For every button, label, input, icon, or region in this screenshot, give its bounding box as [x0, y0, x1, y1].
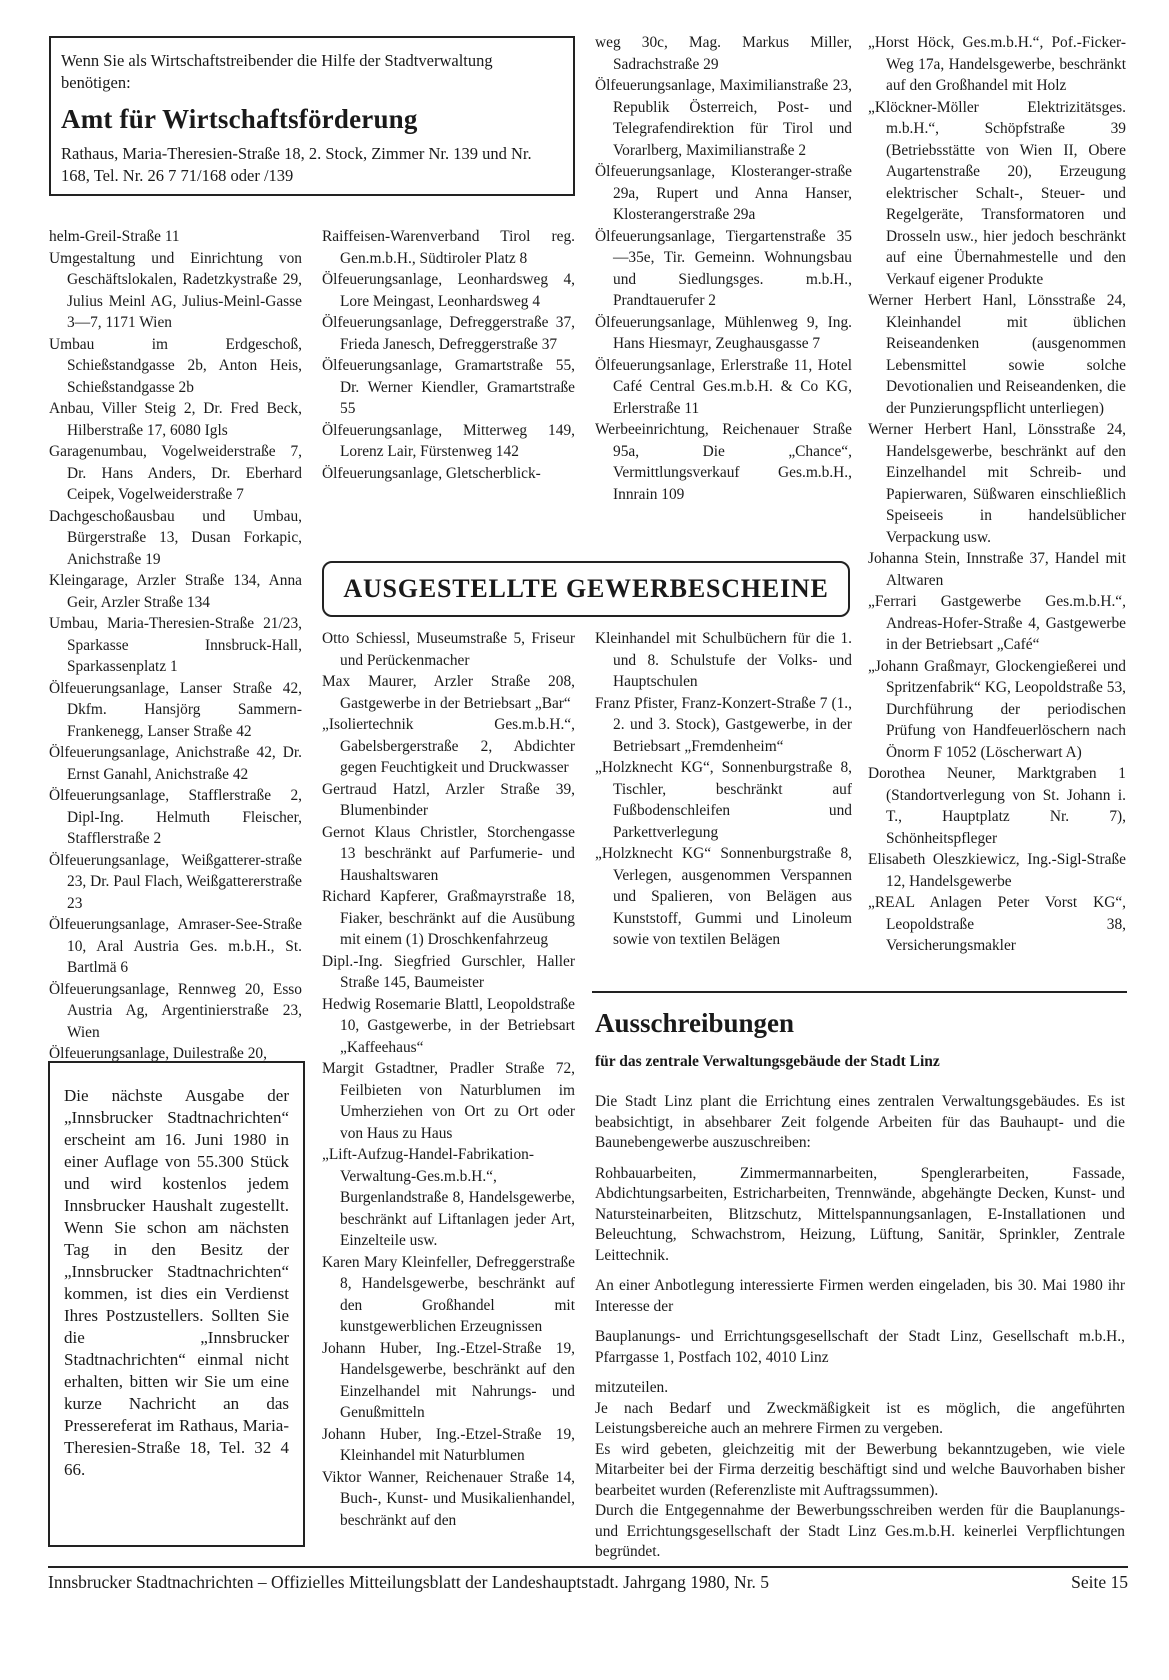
- list-item: Umbau, Maria-Theresien-Straße 21/23, Sparkasse Innsbruck-Hall, Sparkassenplatz 1: [49, 615, 302, 675]
- aus-paragraph: Die Stadt Linz plant die Errichtung eines zentralen Verwaltungsgebäudes. Es ist beabsichtigt, in absehbarer Zeit folgende Arbeiten für das Bauhaupt- und die Baunebengewerbe auszuschreiben:: [595, 1093, 1125, 1151]
- aus-paragraph: Bauplanungs- und Errichtungsgesellschaft der Stadt Linz, Gesellschaft m.b.H., Pfarrgasse 1, Postfach 102, 4010 Linz: [595, 1328, 1125, 1366]
- amt-lead: Wenn Sie als Wirtschaftstreibender die Hilfe der Stadtverwaltung benötigen:: [61, 51, 493, 92]
- ausschreibungen-body: [595, 1092, 1125, 1563]
- amt-address: Rathaus, Maria-Theresien-Straße 18, 2. Stock, Zimmer Nr. 139 und Nr. 168, Tel. Nr. 26 7 71/168 oder /139: [61, 144, 532, 185]
- aus-paragraph: An einer Anbotlegung interessierte Firmen werden eingeladen, bis 30. Mai 1980 ihr Interesse der: [595, 1277, 1125, 1315]
- list-item: Johanna Stein, Innstraße 37, Handel mit Altwaren: [868, 550, 1126, 589]
- list-item: Raiffeisen-Warenverband Tirol reg. Gen.m.b.H., Südtiroler Platz 8: [322, 228, 575, 267]
- aus-paragraph: Je nach Bedarf und Zweckmäßigkeit ist es möglich, die angeführten Leistungsbereiche auch an mehrere Firmen zu vergeben.: [595, 1399, 1125, 1437]
- list-item: Viktor Wanner, Reichenauer Straße 14, Buch-, Kunst- und Musikalienhandel, beschränkt auf den: [322, 1468, 575, 1529]
- list-item: Kleingarage, Arzler Straße 134, Anna Geir, Arzler Straße 134: [49, 572, 302, 611]
- list-item: Kleinhandel mit Schulbüchern für die 1. und 8. Schulstufe der Volks- und Hauptschulen: [595, 630, 852, 690]
- list-item: Ölfeuerungsanlage, Stafflerstraße 2, Dipl-Ing. Helmuth Fleischer, Stafflerstraße 2: [49, 787, 302, 847]
- list-item: „Ferrari Gastgewerbe Ges.m.b.H.“, Andreas-Hofer-Straße 4, Gastgewerbe in der Betriebsart „Café“: [868, 593, 1126, 653]
- list-item: Max Maurer, Arzler Straße 208, Gastgewerbe in der Betriebsart „Bar“: [322, 673, 575, 712]
- list-item: Umgestaltung und Einrichtung von Geschäftslokalen, Radetzkystraße 29, Julius Meinl AG, Julius-Meinl-Gasse 3—7, 1171 Wien: [49, 249, 302, 331]
- list-item: Ölfeuerungsanlage, Rennweg 20, Esso Austria Ag, Argentinierstraße 23, Wien: [49, 980, 302, 1041]
- list-item: „Holzknecht KG“, Sonnenburgstraße 8, Tischler, beschränkt auf Fußbodenschleifen und Parkettverlegung: [595, 759, 852, 841]
- ausschreibungen-title: Ausschreibungen: [595, 1008, 795, 1038]
- list-item: Ölfeuerungsanlage, Mühlenweg 9, Ing. Hans Hiesmayr, Zeughausgasse 7: [595, 313, 852, 352]
- list-item: Ölfeuerungsanlage, Lanser Straße 42, Dkfm. Hansjörg Sammern-Frankenegg, Lanser Straße 42: [49, 679, 302, 740]
- list-item: Johann Huber, Ing.-Etzel-Straße 19, Handelsgewerbe, beschränkt auf den Einzelhandel mit Nahrungs- und Genußmitteln: [322, 1339, 575, 1421]
- list-item: Ölfeuerungsanlage, Duilestraße 20,: [49, 1045, 267, 1062]
- page-footer: [48, 1572, 1128, 1593]
- column-2-bottom-list: [322, 628, 575, 1531]
- amt-info-box: [49, 36, 575, 196]
- gewerbescheine-heading: AUSGESTELLTE GEWERBESCHEINE: [322, 561, 850, 617]
- list-item: „Isoliertechnik Ges.m.b.H.“, Gabelsbergerstraße 2, Abdichter gegen Feuchtigkeit und Druckwasser: [322, 716, 575, 776]
- list-item: Ölfeuerungsanlage, Weißgatterer-straße 23, Dr. Paul Flach, Weißgattererstraße 23: [49, 851, 302, 912]
- aus-paragraph: Rohbauarbeiten, Zimmermannarbeiten, Spenglerarbeiten, Fassade, Abdichtungsarbeiten, Estricharbeiten, Trennwände, abgehängte Decken, Kunst- und Natursteinarbeiten, Blitzschutz, Mittelspannungsanlagen, E-Installationen und Beleuchtung, Schwachstrom, Heizung, Lüftung, Sanitär, Sprinkler, Zentrale Leittechnik.: [595, 1164, 1125, 1264]
- list-item: Werner Herbert Hanl, Lönsstraße 24, Handelsgewerbe, beschränkt auf den Einzelhandel mit Schreib- und Papierwaren, Süßwaren einschließlich Speiseeis in handelsüblicher Verpackung usw.: [868, 421, 1126, 546]
- list-item: Richard Kapferer, Graßmayrstraße 18, Fiaker, beschränkt auf die Ausübung mit einem (1) Droschkenfahrzeug: [322, 888, 575, 948]
- list-item: Ölfeuerungsanlage, Defreggerstraße 37, Frieda Janesch, Defreggerstraße 37: [322, 314, 575, 353]
- column-1-list: [49, 226, 302, 1065]
- column-3-top-list: [595, 32, 852, 505]
- aus-paragraph: Es wird gebeten, gleichzeitig mit der Bewerbung bekanntzugeben, wie viele Mitarbeiter bei der Firma derzeitig beschäftigt sind und welche Bauvorhaben bisher bearbeitet wurden (Referenzliste mit Auftragssummen).: [595, 1440, 1125, 1499]
- list-item: Ölfeuerungsanlage, Gramartstraße 55, Dr. Werner Kiendler, Gramartstraße 55: [322, 357, 575, 417]
- list-item: Dorothea Neuner, Marktgraben 1 (Standortverlegung von St. Johann i. T., Hauptplatz Nr. 7), Schönheitspfleger: [868, 765, 1126, 847]
- list-item: Garagenumbau, Vogelweiderstraße 7, Dr. Hans Anders, Dr. Eberhard Ceipek, Vogelweiderstraße 7: [49, 443, 302, 503]
- list-item: Otto Schiessl, Museumstraße 5, Friseur und Perückenmacher: [322, 630, 575, 669]
- list-item: Ölfeuerungsanlage, Tiergartenstraße 35—35e, Tir. Gemeinn. Wohnungsbau und Siedlungsges. m.b.H., Prandtauerufer 2: [595, 227, 852, 309]
- list-item: Gertraud Hatzl, Arzler Straße 39, Blumenbinder: [322, 780, 575, 819]
- list-item: Ölfeuerungsanlage, Klosteranger-straße 29a, Rupert und Anna Hanser, Klosterangerstraße 29a: [595, 163, 852, 223]
- footer-text: Innsbrucker Stadtnachrichten – Offizielles Mitteilungsblatt der Landeshauptstadt. Jahrgang 1980, Nr. 5: [48, 1572, 770, 1592]
- column-3-bottom-list: [595, 628, 852, 951]
- aus-paragraph: Durch die Entgegennahme der Bewerbungsschreiben werden für die Bauplanungs- und Errichtungsgesellschaft der Stadt Linz Ges.m.b.H. keinerlei Verpflichtungen begründet.: [595, 1502, 1125, 1560]
- list-item: Werner Herbert Hanl, Lönsstraße 24, Kleinhandel mit üblichen Reiseandenken (ausgenommen Lebensmittel sowie solche Devotionalien und Reiseandenken, die der Punzierungspflicht unterliegen): [868, 292, 1126, 417]
- list-item: Ölfeuerungsanlage, Maximilianstraße 23, Republik Österreich, Post- und Telegrafendirektion für Tirol und Vorarlberg, Maximilianstraße 2: [595, 77, 852, 159]
- list-item: Dipl.-Ing. Siegfried Gurschler, Haller Straße 145, Baumeister: [322, 952, 575, 991]
- page-number: Seite 15: [1071, 1572, 1128, 1592]
- list-item: Elisabeth Oleszkiewicz, Ing.-Sigl-Straße 12, Handelsgewerbe: [868, 851, 1126, 890]
- footer-divider: [48, 1566, 1128, 1568]
- column-2-top-list: [322, 226, 575, 484]
- list-item: Ölfeuerungsanlage, Erlerstraße 11, Hotel Café Central Ges.m.b.H. & Co KG, Erlerstraße 11: [595, 356, 852, 417]
- section-divider: [592, 991, 1127, 993]
- ausschreibungen-subtitle: für das zentrale Verwaltungsgebäude der Stadt Linz: [595, 1053, 940, 1070]
- list-item: Werbeeinrichtung, Reichenauer Straße 95a, Die „Chance“, Vermittlungsverkauf Ges.m.b.H., Innrain 109: [595, 421, 852, 503]
- list-item: Ölfeuerungsanlage, Anichstraße 42, Dr. Ernst Ganahl, Anichstraße 42: [49, 744, 302, 783]
- amt-title: Amt für Wirtschaftsförderung: [61, 104, 418, 134]
- list-item: Umbau im Erdgeschoß, Schießstandgasse 2b, Anton Heis, Schießstandgasse 2b: [49, 335, 302, 396]
- list-item: Ölfeuerungsanlage, Amraser-See-Straße 10, Aral Austria Ges. m.b.H., St. Bartlmä 6: [49, 916, 302, 976]
- list-item: „Horst Höck, Ges.m.b.H.“, Pof.-Ficker-Weg 17a, Handelsgewerbe, beschränkt auf den Großhandel mit Holz: [868, 34, 1126, 94]
- list-item: weg 30c, Mag. Markus Miller, Sadrachstraße 29: [595, 34, 852, 73]
- list-item: Johann Huber, Ing.-Etzel-Straße 19, Kleinhandel mit Naturblumen: [322, 1425, 575, 1464]
- list-item: „Johann Graßmayr, Glockengießerei und Spritzenfabrik“ KG, Leopoldstraße 53, Durchführung der periodischen Prüfung von Handfeuerlöschern nach Önorm F 1052 (Löscherwart A): [868, 657, 1126, 761]
- list-item: „Lift-Aufzug-Handel-Fabrikation-Verwaltung-Ges.m.b.H.“, Burgenlandstraße 8, Handelsgewerbe, beschränkt auf Liftanlagen jeder Art, Einzelteile usw.: [322, 1146, 575, 1249]
- list-item: Ölfeuerungsanlage, Gletscherblick-: [322, 464, 541, 482]
- list-item: Karen Mary Kleinfeller, Defreggerstraße 8, Handelsgewerbe, beschränkt auf den Großhandel mit kunstgewerblichen Erzeugnissen: [322, 1253, 575, 1335]
- list-item: „Holzknecht KG“ Sonnenburgstraße 8, Verlegen, ausgenommen Verspannen und Spalieren, von Belägen aus Kunststoff, Gummi und Linoleum sowie von textilen Belägen: [595, 845, 852, 948]
- list-item: helm-Greil-Straße 11: [49, 228, 180, 245]
- list-item: Dachgeschoßausbau und Umbau, Bürgerstraße 13, Dusan Forkapic, Anichstraße 19: [49, 507, 302, 568]
- list-item: Ölfeuerungsanlage, Mitterweg 149, Lorenz Lair, Fürstenweg 142: [322, 421, 575, 460]
- list-item: Ölfeuerungsanlage, Leonhardsweg 4, Lore Meingast, Leonhardsweg 4: [322, 271, 575, 310]
- list-item: Hedwig Rosemarie Blattl, Leopoldstraße 10, Gastgewerbe, in der Betriebsart „Kaffeehaus“: [322, 995, 575, 1056]
- next-issue-box: Die nächste Ausgabe der „Innsbrucker Stadtnachrichten“ erscheint am 16. Juni 1980 in einer Auflage von 55.300 Stück und wird kostenlos jedem Innsbrucker Haushalt zugestellt. Wenn Sie schon am nächsten Tag in den Besitz der „Innsbrucker Stadtnachrichten“ kommen, ist dies ein Verdienst Ihres Postzustellers. Sollten Sie die „Innsbrucker Stadtnachrichten“ einmal nicht erhalten, bitten wir Sie um eine kurze Nachricht an das Pressereferat im Rathaus, Maria-Theresien-Straße 18, Tel. 32 4 66.: [48, 1061, 305, 1547]
- list-item: Anbau, Viller Steig 2, Dr. Fred Beck, Hilberstraße 17, 6080 Igls: [49, 400, 302, 439]
- list-item: „Klöckner-Möller Elektrizitätsges. m.b.H.“, Schöpfstraße 39 (Betriebsstätte von Wien II, Obere Augartenstraße 20), Erzeugung elektrischer Schalt-, Steuer- und Regelgeräte, Transformatoren und Drosseln usw., hier jedoch beschränkt auf eine Übernahmestelle und den Verkauf eigener Produkte: [868, 98, 1126, 288]
- column-4-list: [868, 32, 1126, 957]
- list-item: Gernot Klaus Christler, Storchengasse 13 beschränkt auf Parfumerie- und Haushaltswaren: [322, 823, 575, 884]
- aus-paragraph: mitzuteilen.: [595, 1379, 669, 1396]
- list-item: Franz Pfister, Franz-Konzert-Straße 7 (1., 2. und 3. Stock), Gastgewerbe, in der Betriebsart „Fremdenheim“: [595, 694, 852, 755]
- list-item: „REAL Anlagen Peter Vorst KG“, Leopoldstraße 38, Versicherungsmakler: [868, 894, 1126, 954]
- list-item: Margit Gstadtner, Pradler Straße 72, Feilbieten von Naturblumen im Umherziehen von Ort zu Ort oder von Haus zu Haus: [322, 1060, 575, 1142]
